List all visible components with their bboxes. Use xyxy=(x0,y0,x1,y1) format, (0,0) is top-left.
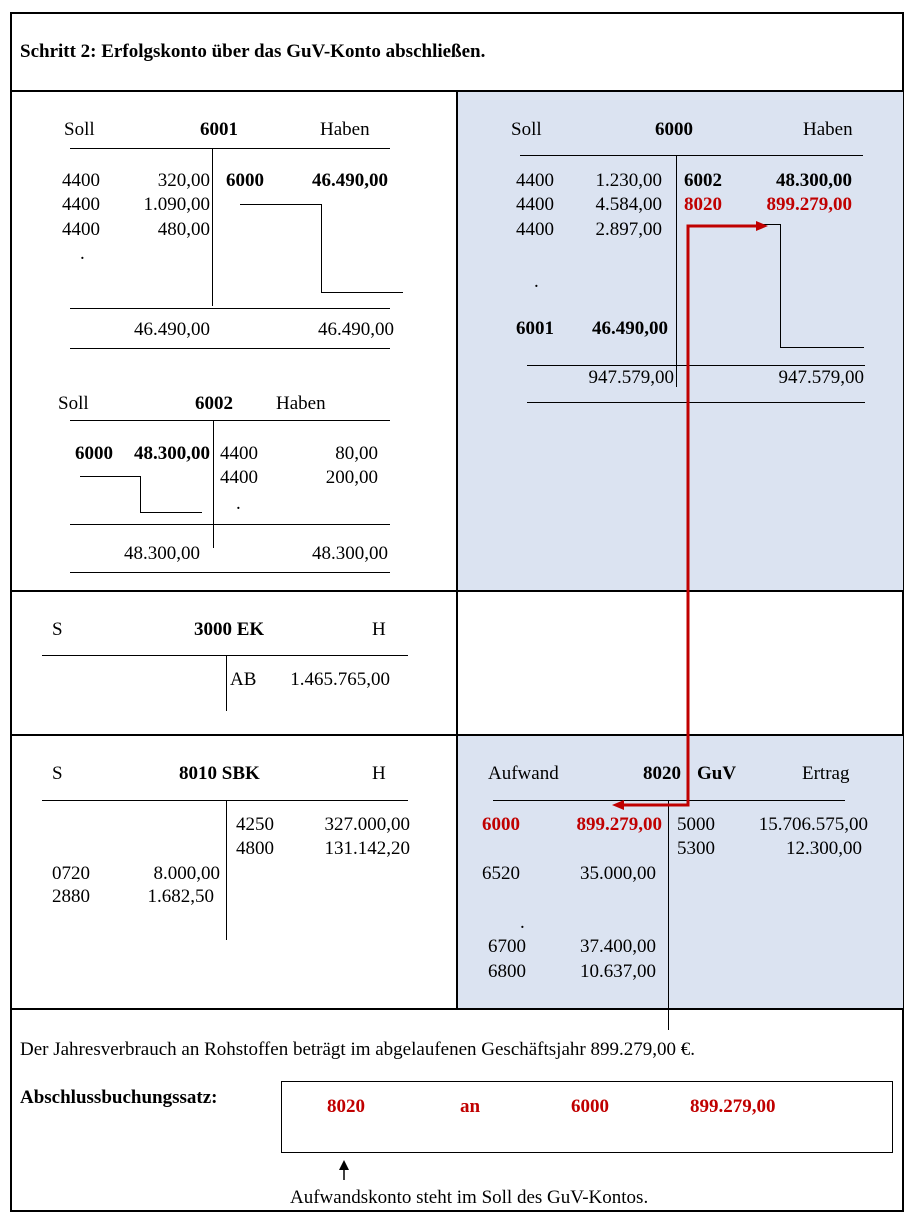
list-item: 6520 xyxy=(482,863,520,884)
list-item: 0720 xyxy=(52,863,90,884)
list-item: 899.279,00 xyxy=(576,814,662,835)
list-item: 6001 xyxy=(516,318,554,339)
list-item: 6000 xyxy=(75,443,113,464)
dot: . xyxy=(534,271,539,292)
account-name: GuV xyxy=(697,763,737,784)
list-item: 131.142,20 xyxy=(324,838,410,859)
dot: . xyxy=(520,912,525,933)
page-title: Schritt 2: Erfolgskonto über das GuV-Konto abschließen. xyxy=(20,41,486,62)
list-item: 1.230,00 xyxy=(595,170,662,191)
list-item: 4400 xyxy=(220,467,258,488)
haben-label: H xyxy=(372,619,386,640)
soll-label: Soll xyxy=(58,393,89,414)
booking-amount: 899.279,00 xyxy=(690,1096,776,1117)
list-item: 4400 xyxy=(516,219,554,240)
sum-left: 46.490,00 xyxy=(134,319,210,340)
list-item: 35.000,00 xyxy=(580,863,656,884)
booking-connector: an xyxy=(460,1096,481,1117)
account-number: 6002 xyxy=(195,393,233,414)
soll-label: S xyxy=(52,763,63,784)
list-item: 1.465.765,00 xyxy=(290,669,390,690)
booking-credit: 6000 xyxy=(571,1096,609,1117)
list-item: 4400 xyxy=(516,194,554,215)
haben-label: Haben xyxy=(276,393,326,414)
list-item: 46.490,00 xyxy=(312,170,388,191)
haben-label: Haben xyxy=(803,119,853,140)
list-item: 37.400,00 xyxy=(580,936,656,957)
soll-label: Aufwand xyxy=(488,763,559,784)
list-item: 2880 xyxy=(52,886,90,907)
sum-right: 46.490,00 xyxy=(318,319,394,340)
list-item: 6002 xyxy=(684,170,722,191)
list-item: 4250 xyxy=(236,814,274,835)
list-item: 1.090,00 xyxy=(143,194,210,215)
booking-note: Aufwandskonto steht im Soll des GuV-Kontos. xyxy=(290,1187,649,1208)
list-item: 327.000,00 xyxy=(324,814,410,835)
account-number: 6000 xyxy=(655,119,693,140)
haben-label: H xyxy=(372,763,386,784)
list-item: 4400 xyxy=(62,170,100,191)
list-item: 6700 xyxy=(488,936,526,957)
haben-label: Ertrag xyxy=(802,763,850,784)
list-item: 4400 xyxy=(516,170,554,191)
list-item: 899.279,00 xyxy=(766,194,852,215)
list-item: 80,00 xyxy=(335,443,378,464)
dot: . xyxy=(80,243,85,264)
divider xyxy=(456,90,458,1010)
haben-label: Haben xyxy=(320,119,370,140)
list-item: 6000 xyxy=(226,170,264,191)
list-item: 8020 xyxy=(684,194,722,215)
list-item: 200,00 xyxy=(325,467,378,488)
list-item: 4800 xyxy=(236,838,274,859)
list-item: 46.490,00 xyxy=(592,318,668,339)
soll-label: S xyxy=(52,619,63,640)
list-item: AB xyxy=(230,669,257,690)
account-number: 8020 xyxy=(643,763,681,784)
sum-right: 48.300,00 xyxy=(312,543,388,564)
list-item: 10.637,00 xyxy=(580,961,656,982)
list-item: 4400 xyxy=(62,194,100,215)
panel-6000 xyxy=(457,91,903,590)
list-item: 15.706.575,00 xyxy=(758,814,868,835)
list-item: 480,00 xyxy=(157,219,210,240)
sum-left: 947.579,00 xyxy=(588,367,674,388)
account-number: 3000 EK xyxy=(194,619,265,640)
booking-debit: 8020 xyxy=(327,1096,365,1117)
sum-right: 947.579,00 xyxy=(778,367,864,388)
soll-label: Soll xyxy=(511,119,542,140)
list-item: 8.000,00 xyxy=(153,863,220,884)
list-item: 48.300,00 xyxy=(776,170,852,191)
soll-label: Soll xyxy=(64,119,95,140)
list-item: 12.300,00 xyxy=(786,838,862,859)
list-item: 4.584,00 xyxy=(595,194,662,215)
list-item: 1.682,50 xyxy=(147,886,214,907)
list-item: 4400 xyxy=(220,443,258,464)
sum-left: 48.300,00 xyxy=(124,543,200,564)
info-text: Der Jahresverbrauch an Rohstoffen beträgt im abgelaufenen Geschäftsjahr 899.279,00 €. xyxy=(20,1039,695,1060)
list-item: 320,00 xyxy=(157,170,210,191)
booking-box xyxy=(281,1081,893,1153)
list-item: 6000 xyxy=(482,814,520,835)
list-item: 6800 xyxy=(488,961,526,982)
list-item: 5000 xyxy=(677,814,715,835)
account-number: 8010 SBK xyxy=(179,763,260,784)
list-item: 4400 xyxy=(62,219,100,240)
dot: . xyxy=(236,493,241,514)
account-number: 6001 xyxy=(200,119,238,140)
list-item: 48.300,00 xyxy=(134,443,210,464)
list-item: 5300 xyxy=(677,838,715,859)
booking-label: Abschlussbuchungssatz: xyxy=(20,1087,218,1108)
list-item: 2.897,00 xyxy=(595,219,662,240)
